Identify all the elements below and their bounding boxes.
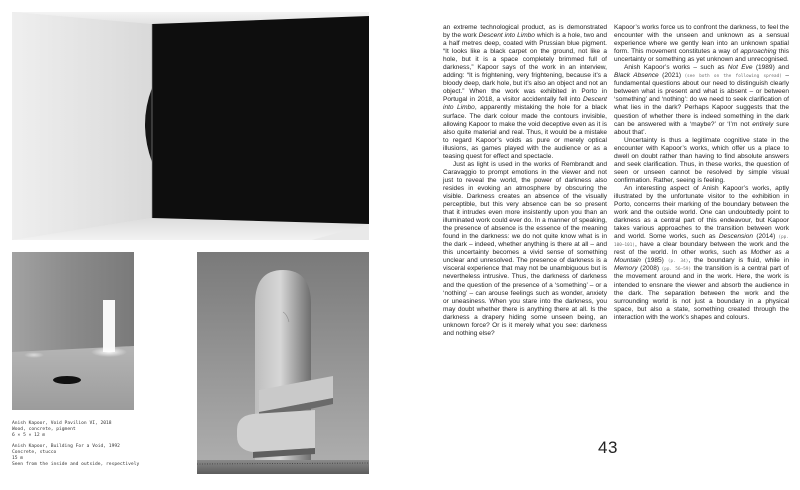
page-reference: (pp. 100–101) [614,234,790,248]
black-wall-room-image [12,12,369,240]
caption-line: Concrete, stucco [12,449,57,455]
text-run: sure about that’. [614,120,789,136]
photo-captions [12,421,192,468]
paragraph [614,24,789,64]
artwork-title: Descent into Limbo [443,96,607,112]
photo-building-for-a-void [197,252,369,474]
paragraph [443,24,607,161]
text-run: this uncertainty or something as yet unknown and unrecognised. [614,48,789,64]
page-number: 43 [598,438,618,457]
text-run: the transition is a central part of the movement around and in the work. Here, the work is intended to ensnare the viewer and absorb the audience in the dark. The separation between the work and the surrounding world is not just a boundary in a physical space, but also a state, something created through the interaction with the work’s shapes and colours. [614,265,789,321]
page-reference: (p. 34) [667,258,689,264]
tower-image [197,252,369,474]
caption-line: Anish Kapoor, Void Pavilion VI, 2018 [12,421,112,426]
text-run: , the boundary is fluid, while in [688,257,789,265]
photo-void-pavilion [12,252,134,410]
caption-line: Seen from the inside and outside, respectively [12,462,140,468]
artwork-title: Descent into Limbo [478,32,535,40]
paragraph [614,137,789,185]
text-run: Anish Kapoor’s works – such as [624,64,728,72]
text-run: (2014) [753,233,779,241]
text-run: which is a hole, two and a half metres deep, coated with Prussian blue pigment. “It looks like a black carpet on the ground, not like a hole, but it is a space completely brimmed full of darkness,” Kapoor says of the work in an interview, adding: “It is frightening, very frightening, because it’s a bloody deep, dark hole, but it’s also an object and not an object.” When the work was exhibited in Porto in Portugal in 2018, a visitor accidentally fell into [443,32,607,104]
artwork-title: Memory [614,265,638,273]
text-run: Kapoor’s works force us to confront the darkness, to feel the encounter with the unseen and unknown as a sensual experience where we gently lean into an unknown spatial form. This movement constitutes a way of [614,24,789,56]
caption-line: 6 × 5 × 12 m [12,433,46,439]
paragraph [443,161,607,338]
text-run: Uncertainty is thus a legitimate cognitive state in the encounter with Kapoor’s works, which offer us a place to dwell on doubt rather than having to find absolute answers and seek clarification. Thus, in these works, the question of seen or unseen cannot be resolved by simple visual confirmation. Rather, seeing is feeling. [614,136,789,184]
text-run: Just as light is used in the works of Rembrandt and Caravaggio to prompt emotions in the viewer and not just to reveal the world, the power of darkness also resides in evoking an atmosphere by obscuring the visible. Darkness creates an absence of the visually perceptible, but this very absence can be so present that it intrudes even more insistently upon you than an illuminated work could ever do. In a manner of speaking, the presence of absence is the essence of the meaning found in the darkness: we do not quite know what is in the dark – indeed, whether anything is there at all – and this uncertainty becomes a vivid sense of something unclear and unresolved. The presence of darkness is a visceral experience that may not be unambiguous but is nevertheless intrusive. Thus, the darkness of darkness and the question of the presence of a ‘something’ – or a ‘nothing’ – can arouse feelings such as wonder, anxiety or uneasiness. When you stare into the darkness, you may doubt whether there is anything there at all. Is the darkness a drapery hiding some unseen being, an unknown force? Or is it merely what you see: darkness and nothing else? [443,160,607,337]
text-run: (1989) and [752,64,789,72]
artwork-title: Descension [718,233,754,241]
paragraph [614,64,789,136]
photo-black-wall-room [12,12,369,240]
text-column-left [443,24,607,338]
text-run: (2008) [637,265,662,273]
artwork-title: approaching [740,48,777,56]
caption-line: Wood, concrete, pigment [12,427,76,433]
text-run: (2021) [658,72,685,80]
paragraph [614,185,789,322]
artwork-title: Not Eve [727,64,753,72]
text-run: an extreme technological product, as is demonstrated by the work [443,24,607,40]
text-column-right [614,24,789,322]
artwork-title: entirely [752,120,774,128]
page-reference: (see both on the following spread) [684,73,782,79]
text-run: (1985) [640,257,668,265]
caption-line: 15 m [12,456,24,462]
text-run: – fundamental questions about our need to distinguish clearly between what is present and what is absent – or between ‘something’ and ‘nothing’: do we need to seek clarification of what lies in the dark? Perhaps Kapoor suggests that the question of whether there is indeed something in the dark can be answered with a ‘maybe?’ or ‘I’m not [614,72,789,128]
text-run: , have a clear boundary between the work and the rest of the world. In other works, such as [614,241,789,257]
text-run: An interesting aspect of Anish Kapoor’s works, aptly illustrated by the unfortunate visitor to the exhibition in Porto, concerns their marking of the boundary between the work and the outside world. One can undoubtedly point to darkness as a central part of this endeavour, but Kapoor takes various approaches to the transition between work and world. Some works, such as [614,184,789,241]
artwork-title: Mother as a Mountain [614,249,789,265]
artwork-title: Black Absence [614,72,659,80]
text-run: , apparently mistaking the hole for a black surface. The dark colour made the contours invisible, allowing Kapoor to make the void deceptive even as it is also quite material and real. Thus, it would be a mistake to regard Kapoor’s voids as pure or merely optical illusions, as games played with the audience or as a teasing quest for effect and spectacle. [443,104,607,160]
page-reference: (pp. 56–59) [661,266,692,272]
caption-line: Anish Kapoor, Building For a Void, 1992 [12,443,120,449]
void-pavilion-image [12,252,134,410]
